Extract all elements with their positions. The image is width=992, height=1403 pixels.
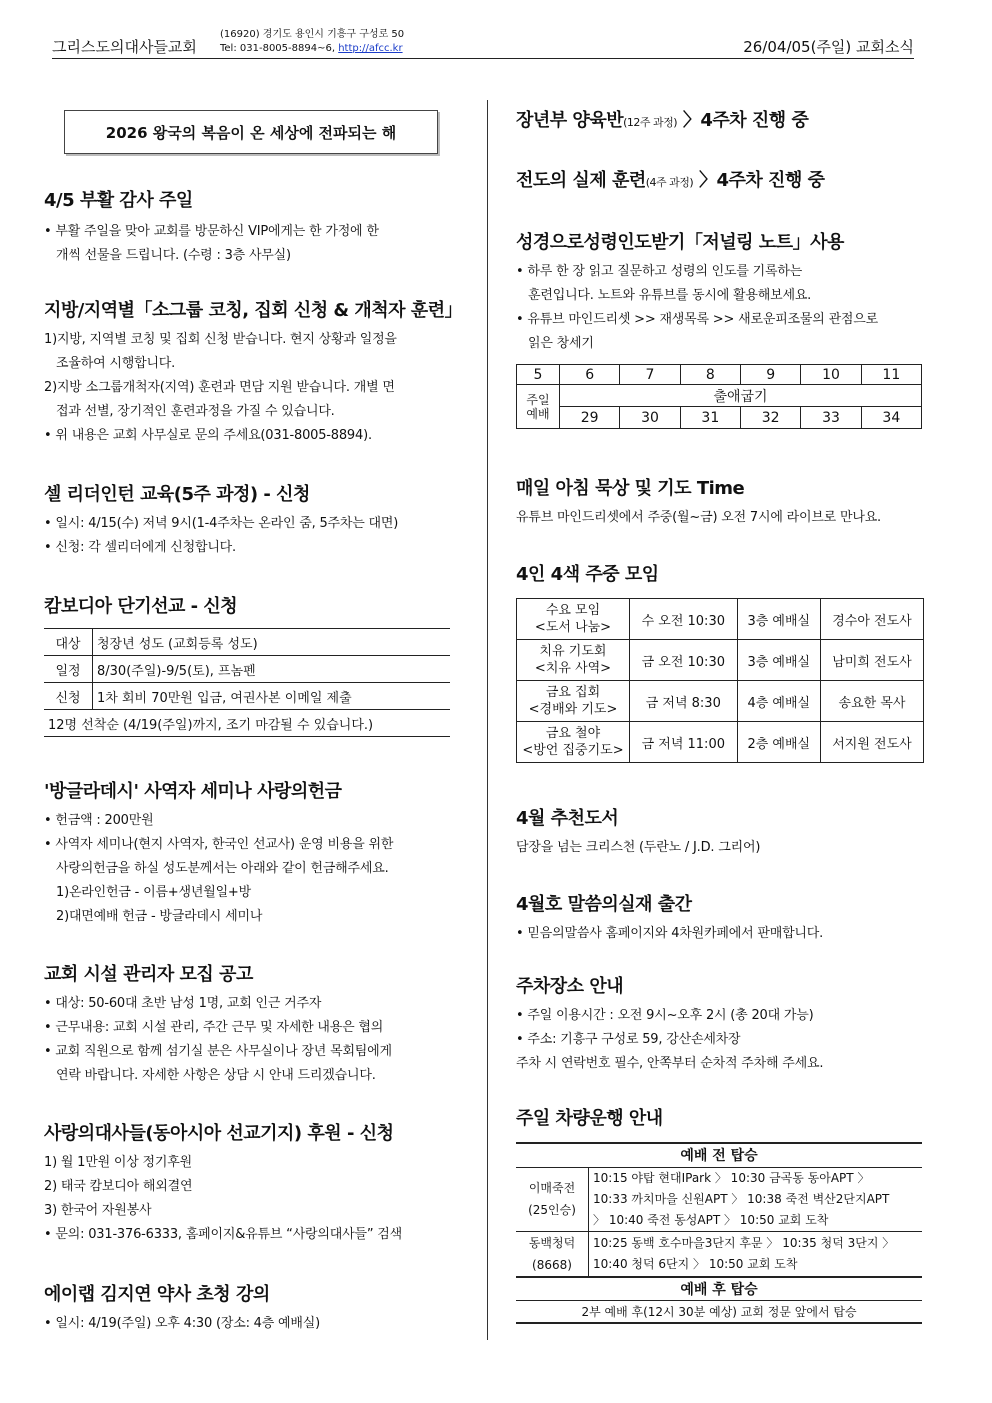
line: • 부활 주일을 맞아 교회를 방문하신 VIP에게는 한 가정에 한 bbox=[44, 224, 379, 239]
line: 1)지방, 지역별 코칭 및 집회 신청 받습니다. 현지 상황과 일정을 bbox=[44, 332, 397, 347]
route-name: 이매죽전 bbox=[528, 1181, 576, 1195]
meeting-place: 3층 예배실 bbox=[737, 640, 820, 681]
line: 주차 시 연락번호 필수, 안쪽부터 순차적 주차해 주세요. bbox=[516, 1056, 824, 1071]
table-row bbox=[516, 1143, 922, 1167]
table-row bbox=[44, 656, 450, 683]
line: 사랑의헌금을 하실 성도분께서는 아래와 같이 헌금해주세요. bbox=[56, 861, 389, 876]
row-value: 1차 회비 70만원 입금, 여권사본 이메일 제출 bbox=[93, 683, 451, 710]
line: • 일시: 4/19(주일) 오후 4:30 (장소: 4층 예배실) bbox=[44, 1316, 320, 1331]
tel: Tel: 031-8005-8894~6, bbox=[220, 43, 336, 54]
church-name: 그리스도의대사들교회 bbox=[52, 38, 197, 56]
route-line: 10:25 동백 호수마을3단지 후문 〉 10:35 청덕 3단지 〉 bbox=[593, 1235, 895, 1250]
section-coaching bbox=[44, 298, 464, 448]
cambodia-table bbox=[44, 628, 450, 737]
heading-tail: 〉4주차 진행 중 bbox=[693, 170, 825, 191]
section-easter bbox=[44, 188, 464, 268]
section-title: '방글라데시' 사역자 세미나 사랑의헌금 bbox=[44, 781, 342, 802]
line: • 헌금액 : 200만원 bbox=[44, 813, 154, 828]
line: • 신청: 각 셀리더에게 신청합니다. bbox=[44, 540, 236, 555]
meeting-subtitle: <방언 집중기도> bbox=[522, 743, 624, 758]
route-vehicle: (25인승) bbox=[528, 1203, 576, 1217]
section-meetings bbox=[516, 562, 928, 763]
section-title: 4월 추천도서 bbox=[516, 808, 619, 829]
year-theme-box: 2026 왕국의 복음이 온 세상에 전파되는 해 bbox=[64, 110, 438, 154]
table-row bbox=[517, 365, 922, 385]
heading-main: 장년부 양육반 bbox=[516, 110, 624, 131]
meeting-subtitle: <경배와 기도> bbox=[528, 702, 618, 717]
section-title: 매일 아침 묵상 및 기도 Time bbox=[516, 478, 745, 499]
meeting-name-cell bbox=[517, 722, 630, 763]
meeting-place: 2층 예배실 bbox=[737, 722, 820, 763]
meeting-subtitle: <도서 나눔> bbox=[534, 620, 612, 635]
line: 1)온라인헌금 - 이름+생년월일+방 bbox=[56, 885, 251, 900]
chapter-cell: 31 bbox=[680, 407, 740, 429]
table-row bbox=[516, 1231, 922, 1277]
day-cell: 7 bbox=[620, 365, 680, 385]
table-row bbox=[44, 710, 450, 737]
before-service-header: 예배 전 탑승 bbox=[516, 1143, 922, 1167]
day-cell: 6 bbox=[560, 365, 620, 385]
line: • 문의: 031-376-6333, 홈페이지&유튜브 “사랑의대사들” 검색 bbox=[44, 1227, 403, 1242]
page-header bbox=[52, 28, 914, 59]
section-journaling bbox=[516, 230, 928, 429]
line: 개씩 선물을 드립니다. (수령 : 3층 사무실) bbox=[56, 248, 291, 263]
meeting-name: 금요 집회 bbox=[545, 685, 601, 700]
line: • 교회 직원으로 함께 섬기실 분은 사무실이나 장년 목회팀에게 bbox=[44, 1044, 392, 1059]
meeting-leader: 남미희 전도사 bbox=[820, 640, 923, 681]
heading-tail: 〉4주차 진행 중 bbox=[677, 110, 809, 131]
day-cell: 8 bbox=[680, 365, 740, 385]
section-parking bbox=[516, 974, 928, 1076]
date-title: 26/04/05(주일) 교회소식 bbox=[743, 38, 914, 56]
after-service-header: 예배 후 탑승 bbox=[516, 1277, 922, 1301]
section-title: 4월호 말씀의실재 출간 bbox=[516, 894, 692, 915]
line: • 근무내용: 교회 시설 관리, 주간 근무 및 자세한 내용은 협의 bbox=[44, 1020, 384, 1035]
route-label-cell bbox=[516, 1167, 589, 1231]
meeting-subtitle: <치유 사역> bbox=[534, 661, 612, 676]
line: 3) 한국어 자원봉사 bbox=[44, 1203, 152, 1218]
section-title: 교회 시설 관리자 모집 공고 bbox=[44, 964, 253, 985]
route-line: 〉 10:40 죽전 동성APT 〉 10:50 교회 도착 bbox=[593, 1212, 829, 1227]
line: 1) 월 1만원 이상 정기후원 bbox=[44, 1155, 192, 1170]
line: • 주소: 기흥구 구성로 59, 강산손세차장 bbox=[516, 1032, 741, 1047]
line: 2) 태국 캄보디아 해외결연 bbox=[44, 1179, 193, 1194]
table-row bbox=[44, 683, 450, 710]
section-title: 4인 4색 주중 모임 bbox=[516, 564, 659, 585]
section-book bbox=[516, 806, 928, 860]
day-cell: 11 bbox=[861, 365, 921, 385]
route-stops-cell bbox=[589, 1167, 923, 1231]
chapter-cell: 29 bbox=[560, 407, 620, 429]
table-note: 12명 선착순 (4/19(주일)까지, 조기 마감될 수 있습니다.) bbox=[44, 710, 450, 737]
route-stops-cell bbox=[589, 1231, 923, 1277]
section-title: 사랑의대사들(동아시아 선교기지) 후원 - 신청 bbox=[44, 1123, 394, 1144]
section-magazine bbox=[516, 892, 928, 946]
heading-main: 전도의 실제 훈련 bbox=[516, 170, 646, 191]
section-title: 주일 차량운행 안내 bbox=[516, 1108, 663, 1129]
section-title: 주차장소 안내 bbox=[516, 976, 624, 997]
meeting-leader: 서지원 전도사 bbox=[820, 722, 923, 763]
meeting-name: 수요 모임 bbox=[545, 603, 601, 618]
meeting-name-cell bbox=[517, 681, 630, 722]
heading-note: (12주 과정) bbox=[623, 116, 678, 129]
meetings-table bbox=[516, 598, 924, 763]
section-title: 성경으로성령인도받기「저널링 노트」사용 bbox=[516, 232, 844, 253]
line: • 위 내용은 교회 사무실로 문의 주세요(031-8005-8894). bbox=[44, 428, 372, 443]
section-ambassadors bbox=[44, 1121, 464, 1247]
row-label: 대상 bbox=[44, 629, 93, 656]
book-cell: 출애굽기 bbox=[560, 385, 922, 407]
route-line: 10:33 까치마을 신원APT 〉 10:38 죽전 벽산2단지APT bbox=[593, 1191, 890, 1206]
table-row bbox=[517, 599, 924, 640]
section-title: 캄보디아 단기선교 - 신청 bbox=[44, 596, 238, 617]
line: 훈련입니다. 노트와 유튜브를 동시에 활용해보세요. bbox=[528, 288, 812, 303]
section-title: 셀 리더인턴 교육(5주 과정) - 신청 bbox=[44, 484, 310, 505]
section-lecture bbox=[44, 1282, 464, 1336]
line: • 일시: 4/15(수) 저녁 9시(1-4주차는 온라인 줌, 5주차는 대면) bbox=[44, 516, 399, 531]
website-link[interactable]: http://afcc.kr bbox=[338, 43, 403, 54]
row-label: 일정 bbox=[44, 656, 93, 683]
line: 2)대면예배 헌금 - 방글라데시 세미나 bbox=[56, 909, 263, 924]
section-bus bbox=[516, 1106, 928, 1324]
meeting-name: 치유 기도회 bbox=[539, 644, 607, 659]
row-value: 8/30(주일)-9/5(토), 프놈펜 bbox=[93, 656, 451, 683]
route-vehicle: (8668) bbox=[532, 1257, 572, 1272]
table-row bbox=[517, 722, 924, 763]
table-row bbox=[516, 1167, 922, 1231]
meeting-leader: 경수아 전도사 bbox=[820, 599, 923, 640]
line: 유튜브 마인드리셋에서 주중(월~금) 오전 7시에 라이브로 만나요. bbox=[516, 510, 881, 525]
route-label-cell bbox=[516, 1231, 589, 1277]
column-divider bbox=[487, 100, 488, 1340]
line: 2)지방 소그룹개척자(지역) 훈련과 면담 지원 받습니다. 개별 면 bbox=[44, 380, 395, 395]
contact bbox=[220, 42, 404, 56]
meeting-time: 금 저녁 11:00 bbox=[630, 722, 738, 763]
route-line: 10:15 야탑 현대IPark 〉 10:30 금곡동 동아APT 〉 bbox=[593, 1170, 870, 1185]
table-row bbox=[517, 385, 922, 407]
bus-table bbox=[516, 1142, 922, 1324]
chapter-cell: 32 bbox=[740, 407, 800, 429]
meeting-time: 수 오전 10:30 bbox=[630, 599, 738, 640]
month-cell: 5 bbox=[517, 365, 560, 385]
meeting-name: 금요 철야 bbox=[545, 726, 601, 741]
table-row bbox=[517, 407, 922, 429]
chapter-cell: 33 bbox=[801, 407, 861, 429]
section-title: 지방/지역별「소그룹 코칭, 집회 신청 & 개척자 훈련」 bbox=[44, 300, 463, 321]
meeting-time: 금 저녁 8:30 bbox=[630, 681, 738, 722]
section-facility bbox=[44, 962, 464, 1088]
header-address-block bbox=[220, 28, 404, 56]
section-title: 에이랩 김지연 약사 초청 강의 bbox=[44, 1284, 270, 1305]
row-value: 청장년 성도 (교회등록 성도) bbox=[93, 629, 451, 656]
chapter-cell: 34 bbox=[861, 407, 921, 429]
section-cell-leader bbox=[44, 482, 464, 560]
meeting-leader: 송요한 목사 bbox=[820, 681, 923, 722]
table-row bbox=[517, 681, 924, 722]
route-line: 10:40 청덕 6단지 〉 10:50 교회 도착 bbox=[593, 1256, 798, 1271]
line: 접과 선별, 장기적인 훈련과정을 가질 수 있습니다. bbox=[56, 404, 335, 419]
line: • 사역자 세미나(현지 사역자, 한국인 선교사) 운영 비용을 위한 bbox=[44, 837, 394, 852]
line: • 유튜브 마인드리셋 >> 재생목록 >> 새로운피조물의 관점으로 bbox=[516, 312, 878, 327]
section-bangladesh bbox=[44, 779, 464, 929]
line: 연락 바랍니다. 자세한 사항은 상담 시 안내 드리겠습니다. bbox=[56, 1068, 376, 1083]
line: 담장을 넘는 크리스천 (두란노 / J.D. 그리어) bbox=[516, 840, 761, 855]
table-row bbox=[44, 629, 450, 656]
line: • 대상: 50-60대 초반 남성 1명, 교회 인근 거주자 bbox=[44, 996, 322, 1011]
day-cell: 9 bbox=[740, 365, 800, 385]
table-row bbox=[516, 1277, 922, 1301]
after-service-text: 2부 예배 후(12시 30분 예상) 교회 정문 앞에서 탑승 bbox=[516, 1301, 922, 1323]
route-name: 동백청덕 bbox=[528, 1235, 576, 1250]
section-cambodia bbox=[44, 594, 464, 737]
meeting-name-cell bbox=[517, 640, 630, 681]
line: • 주일 이용시간 : 오전 9시~오후 2시 (총 20대 가능) bbox=[516, 1008, 814, 1023]
yangyuk-heading bbox=[516, 108, 928, 136]
meeting-time: 금 오전 10:30 bbox=[630, 640, 738, 681]
day-cell: 10 bbox=[801, 365, 861, 385]
chapter-cell: 30 bbox=[620, 407, 680, 429]
line: 읽은 창세기 bbox=[528, 336, 594, 351]
line: • 믿음의말씀사 홈페이지와 4차원카페에서 판매합니다. bbox=[516, 926, 824, 941]
meeting-place: 3층 예배실 bbox=[737, 599, 820, 640]
section-morning-prayer bbox=[516, 476, 928, 530]
heading-note: (4주 과정) bbox=[645, 176, 694, 189]
table-row bbox=[517, 640, 924, 681]
meeting-name-cell bbox=[517, 599, 630, 640]
line: 조율하여 시행합니다. bbox=[56, 356, 176, 371]
address: (16920) 경기도 용인시 기흥구 구성로 50 bbox=[220, 29, 405, 40]
row-label: 주일 예배 bbox=[517, 385, 560, 429]
row-label: 신청 bbox=[44, 683, 93, 710]
line: • 하루 한 장 읽고 질문하고 성령의 인도를 기록하는 bbox=[516, 264, 803, 279]
meeting-place: 4층 예배실 bbox=[737, 681, 820, 722]
section-title: 4/5 부활 감사 주일 bbox=[44, 190, 193, 211]
reading-table bbox=[516, 364, 922, 429]
table-row bbox=[516, 1301, 922, 1323]
jeondo-heading bbox=[516, 168, 928, 196]
